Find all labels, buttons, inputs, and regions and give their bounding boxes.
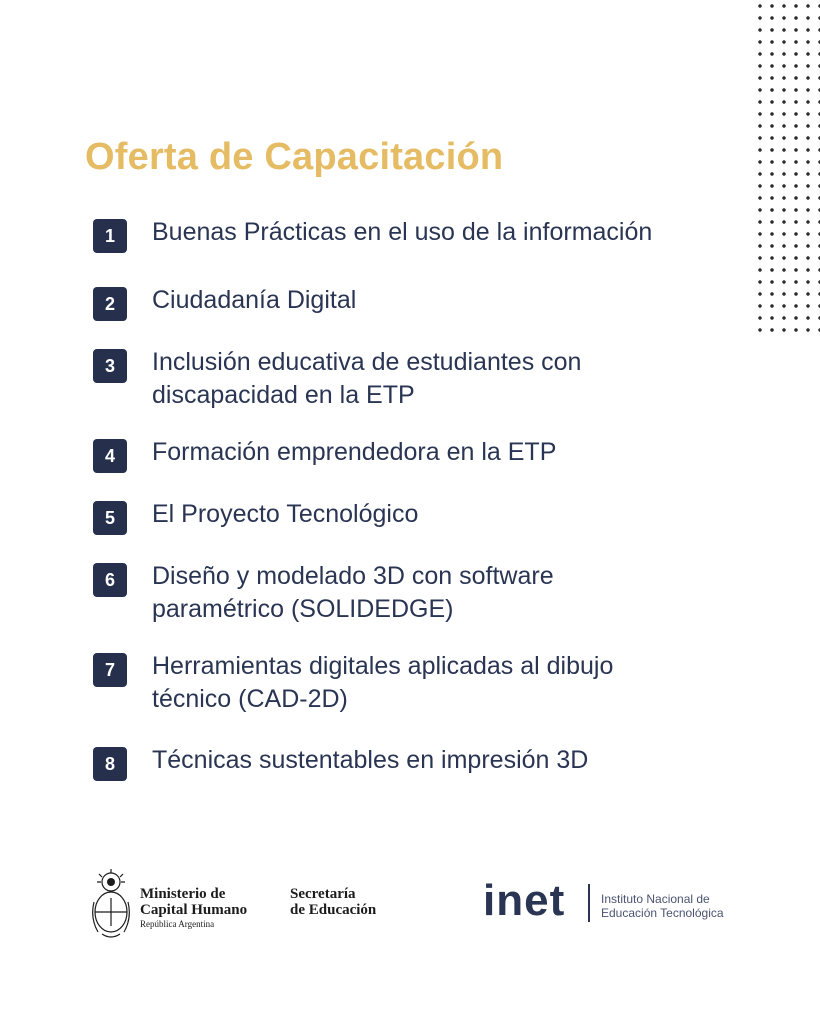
course-item-7 (93, 650, 732, 716)
course-title: Diseño y modelado 3D con software paramétrico (SOLIDEDGE) (152, 562, 554, 623)
ministerio-logo: Ministerio de Capital Humano República Argentina (140, 886, 248, 929)
course-title: Buenas Prácticas en el uso de la información (152, 218, 653, 246)
course-item-1 (93, 216, 732, 253)
page-title: Oferta de Capacitación (85, 136, 504, 178)
course-title: Inclusión educativa de estudiantes con discapacidad en la ETP (152, 348, 582, 409)
course-title: Técnicas sustentables en impresión 3D (152, 746, 589, 774)
course-item-5 (93, 498, 732, 535)
course-title: Herramientas digitales aplicadas al dibujo técnico (CAD-2D) (152, 652, 614, 713)
inet-subtitle: Instituto Nacional de Educación Tecnológica (601, 892, 724, 920)
course-number: 8 (93, 747, 127, 781)
course-number: 1 (93, 219, 127, 253)
course-item-6 (93, 560, 732, 626)
course-item-3 (93, 346, 732, 412)
course-number: 3 (93, 349, 127, 383)
logo-divider (588, 884, 590, 922)
inet-logo: inet (483, 876, 566, 925)
course-number: 5 (93, 501, 127, 535)
course-title: Ciudadanía Digital (152, 286, 357, 314)
course-number: 4 (93, 439, 127, 473)
course-item-8 (93, 744, 732, 781)
course-title: Formación emprendedora en la ETP (152, 438, 557, 466)
course-item-2 (93, 284, 732, 321)
national-seal-icon (88, 868, 134, 940)
course-title: El Proyecto Tecnológico (152, 500, 419, 528)
course-item-4 (93, 436, 732, 473)
course-number: 6 (93, 563, 127, 597)
footer-logos (88, 864, 748, 944)
secretaria-logo: Secretaría de Educación (290, 886, 377, 918)
dot-pattern (754, 0, 820, 340)
course-number: 2 (93, 287, 127, 321)
course-number: 7 (93, 653, 127, 687)
